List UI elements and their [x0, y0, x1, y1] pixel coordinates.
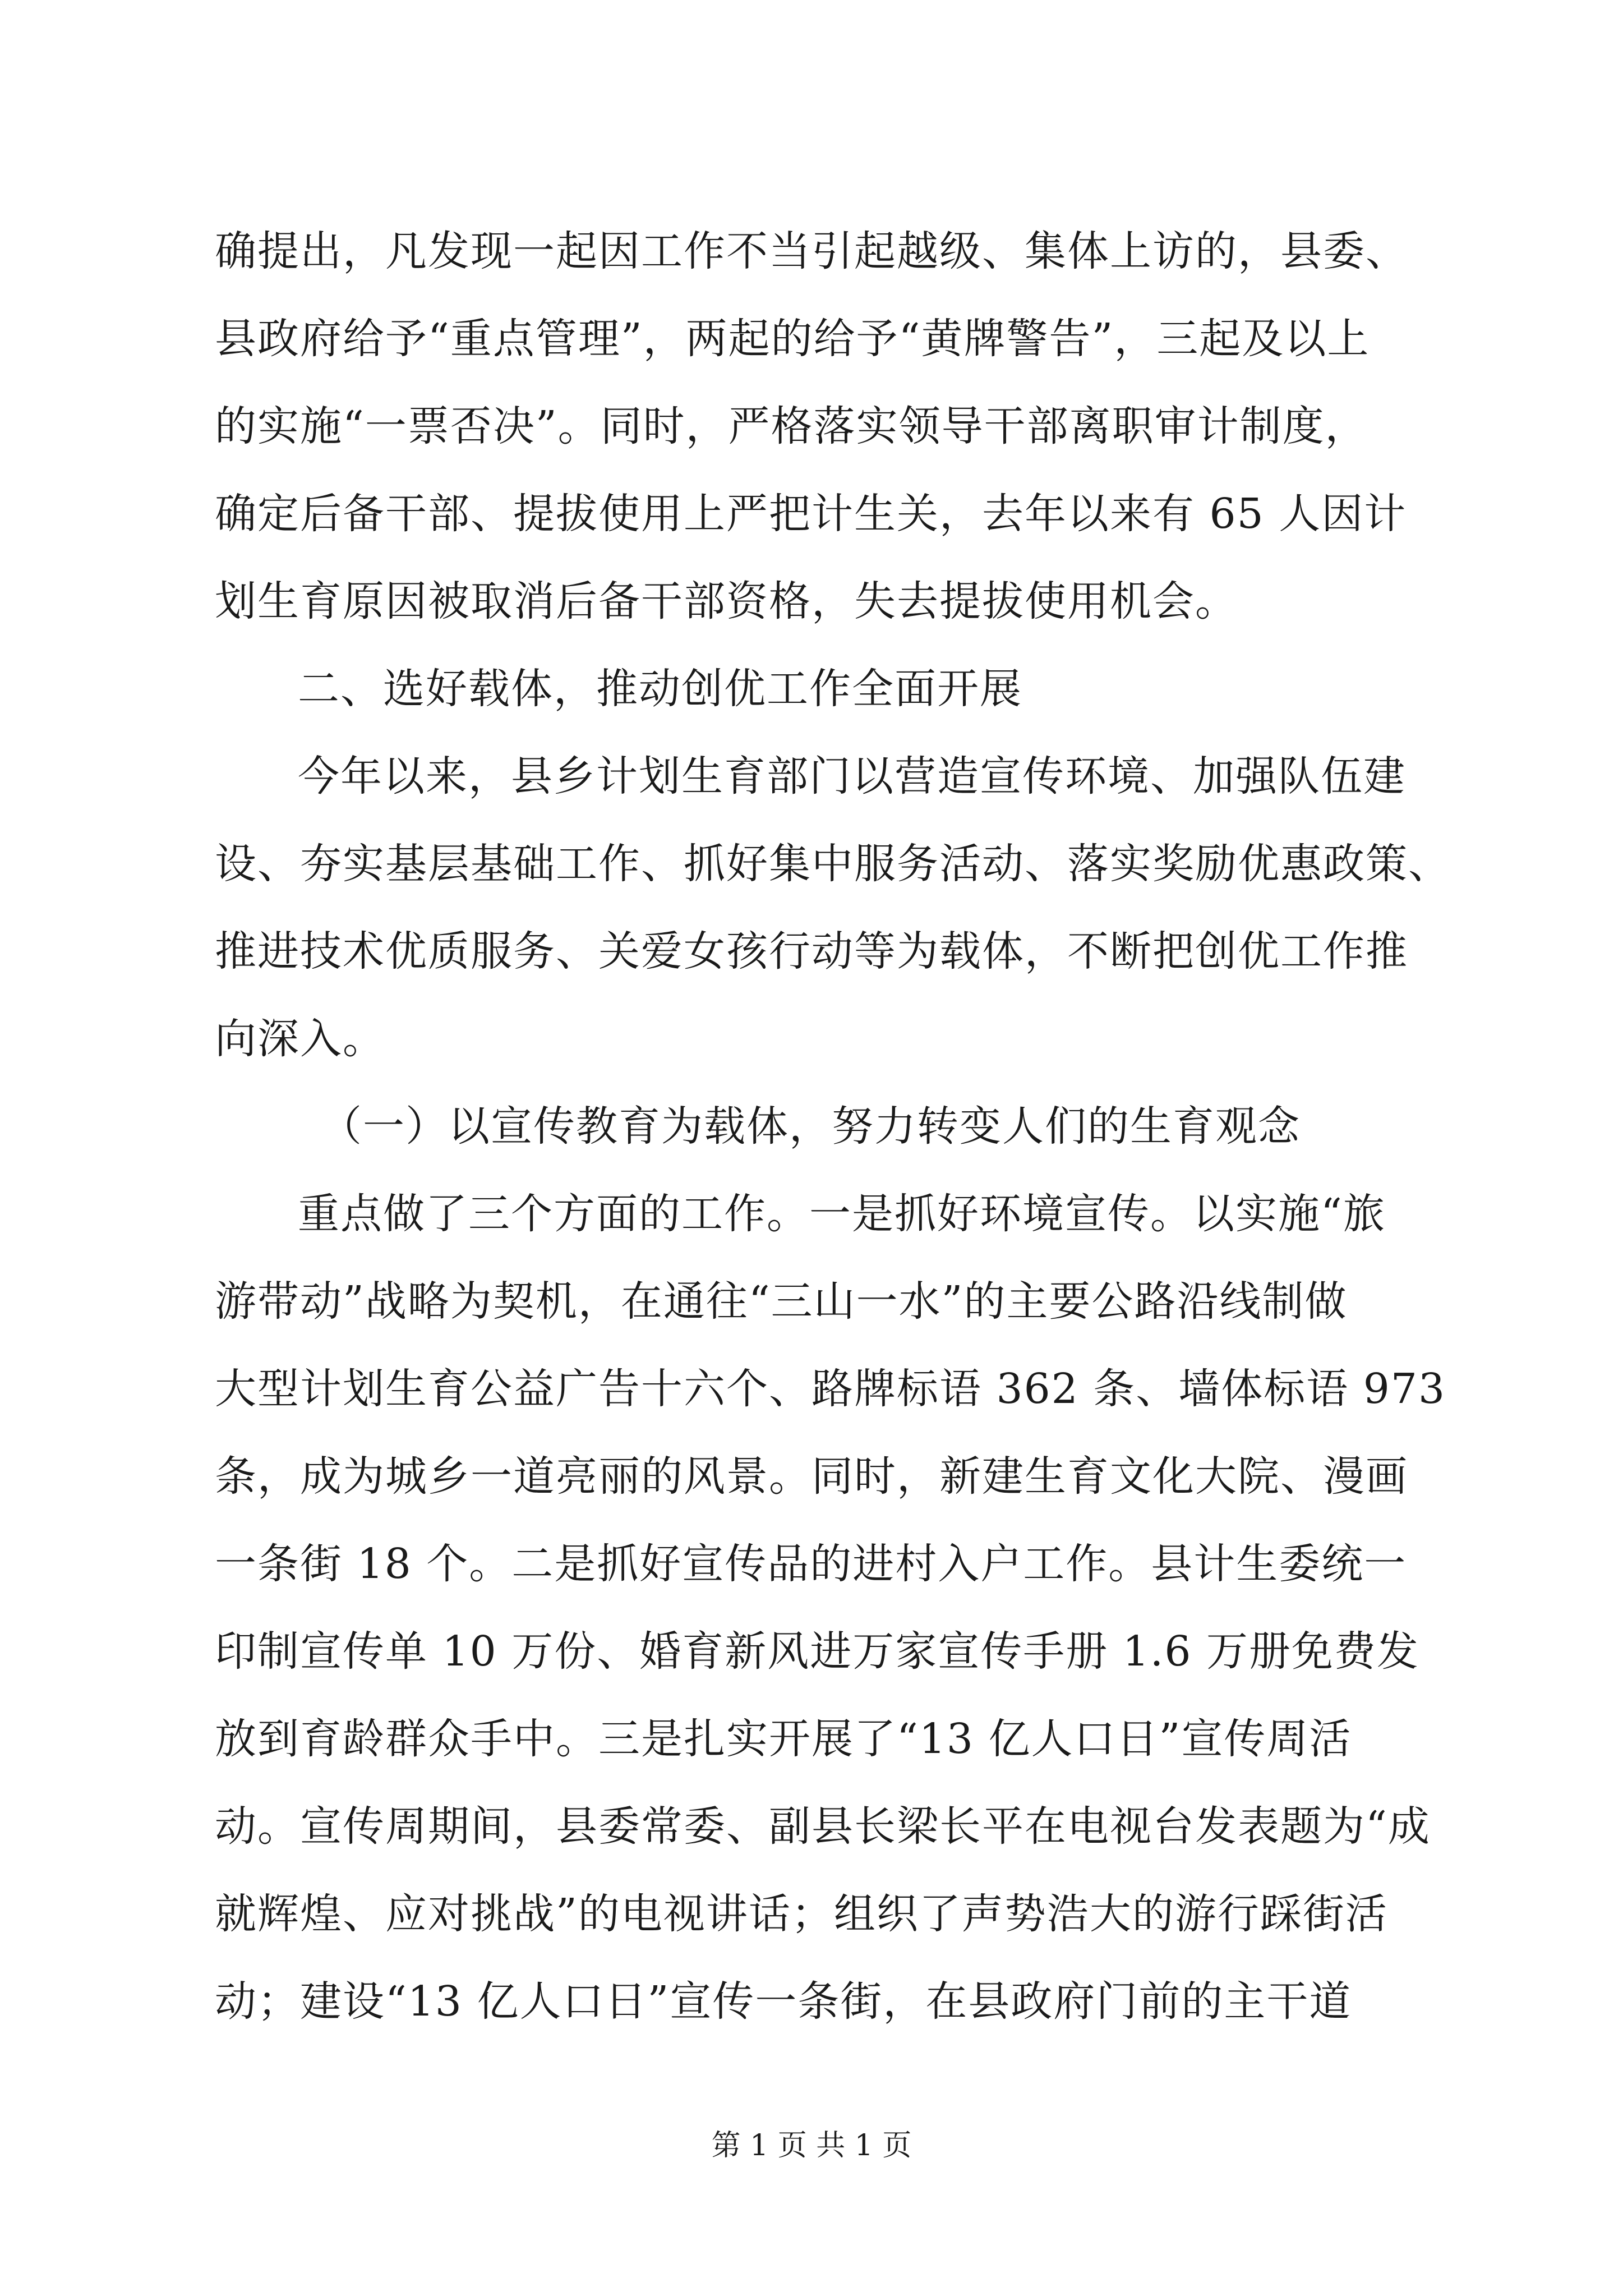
text-line-9: 推进技术优质服务、关爱女孩行动等为载体，不断把创优工作推	[215, 927, 1408, 976]
text-line-19: 动。宣传周期间，县委常委、副县长梁长平在电视台发表题为“成	[215, 1802, 1431, 1851]
text-line-15: 条，成为城乡一道亮丽的风景。同时，新建生育文化大院、漫画	[215, 1452, 1408, 1501]
text-line-14: 大型计划生育公益广告十六个、路牌标语 362 条、墙体标语 973	[215, 1365, 1446, 1413]
text-line-17: 印制宣传单 10 万份、婚育新风进万家宣传手册 1.6 万册免费发	[215, 1627, 1419, 1676]
section-heading-2: 二、选好载体，推动创优工作全面开展	[298, 665, 1022, 713]
text-line-2: 县政府给予“重点管理”，两起的给予“黄牌警告”，三起及以上	[215, 315, 1370, 363]
text-line-4: 确定后备干部、提拔使用上严把计生关，去年以来有 65 人因计	[215, 490, 1407, 538]
page-footer	[0, 2126, 1623, 2165]
text-line-1: 确提出，凡发现一起因工作不当引起越级、集体上访的，县委、	[215, 227, 1408, 275]
text-line-12: 重点做了三个方面的工作。一是抓好环境宣传。以实施“旅	[298, 1190, 1386, 1238]
page-number: 第 1 页 共 1 页	[711, 2129, 912, 2162]
text-line-3: 的实施“一票否决”。同时，严格落实领导干部离职审计制度，	[215, 402, 1368, 450]
text-line-18: 放到育龄群众手中。三是扎实开展了“13 亿人口日”宣传周活	[215, 1715, 1352, 1763]
document-body	[215, 208, 1451, 2045]
text-line-7: 今年以来，县乡计划生育部门以营造宣传环境、加强队伍建	[298, 752, 1406, 800]
text-line-8: 设、夯实基层基础工作、抓好集中服务活动、落实奖励优惠政策、	[215, 840, 1451, 888]
text-line-13: 游带动”战略为契机，在通往“三山一水”的主要公路沿线制做	[215, 1277, 1348, 1326]
text-line-16: 一条街 18 个。二是抓好宣传品的进村入户工作。县计生委统一	[215, 1540, 1407, 1588]
text-line-21: 动；建设“13 亿人口日”宣传一条街，在县政府门前的主干道	[215, 1977, 1352, 2026]
text-line-20: 就辉煌、应对挑战”的电视讲话；组织了声势浩大的游行踩街活	[215, 1890, 1388, 1938]
subsection-heading-1: （一）以宣传教育为载体，努力转变人们的生育观念	[320, 1102, 1301, 1151]
text-line-10: 向深入。	[215, 1015, 385, 1063]
text-line-5: 划生育原因被取消后备干部资格，失去提拔使用机会。	[215, 577, 1238, 625]
